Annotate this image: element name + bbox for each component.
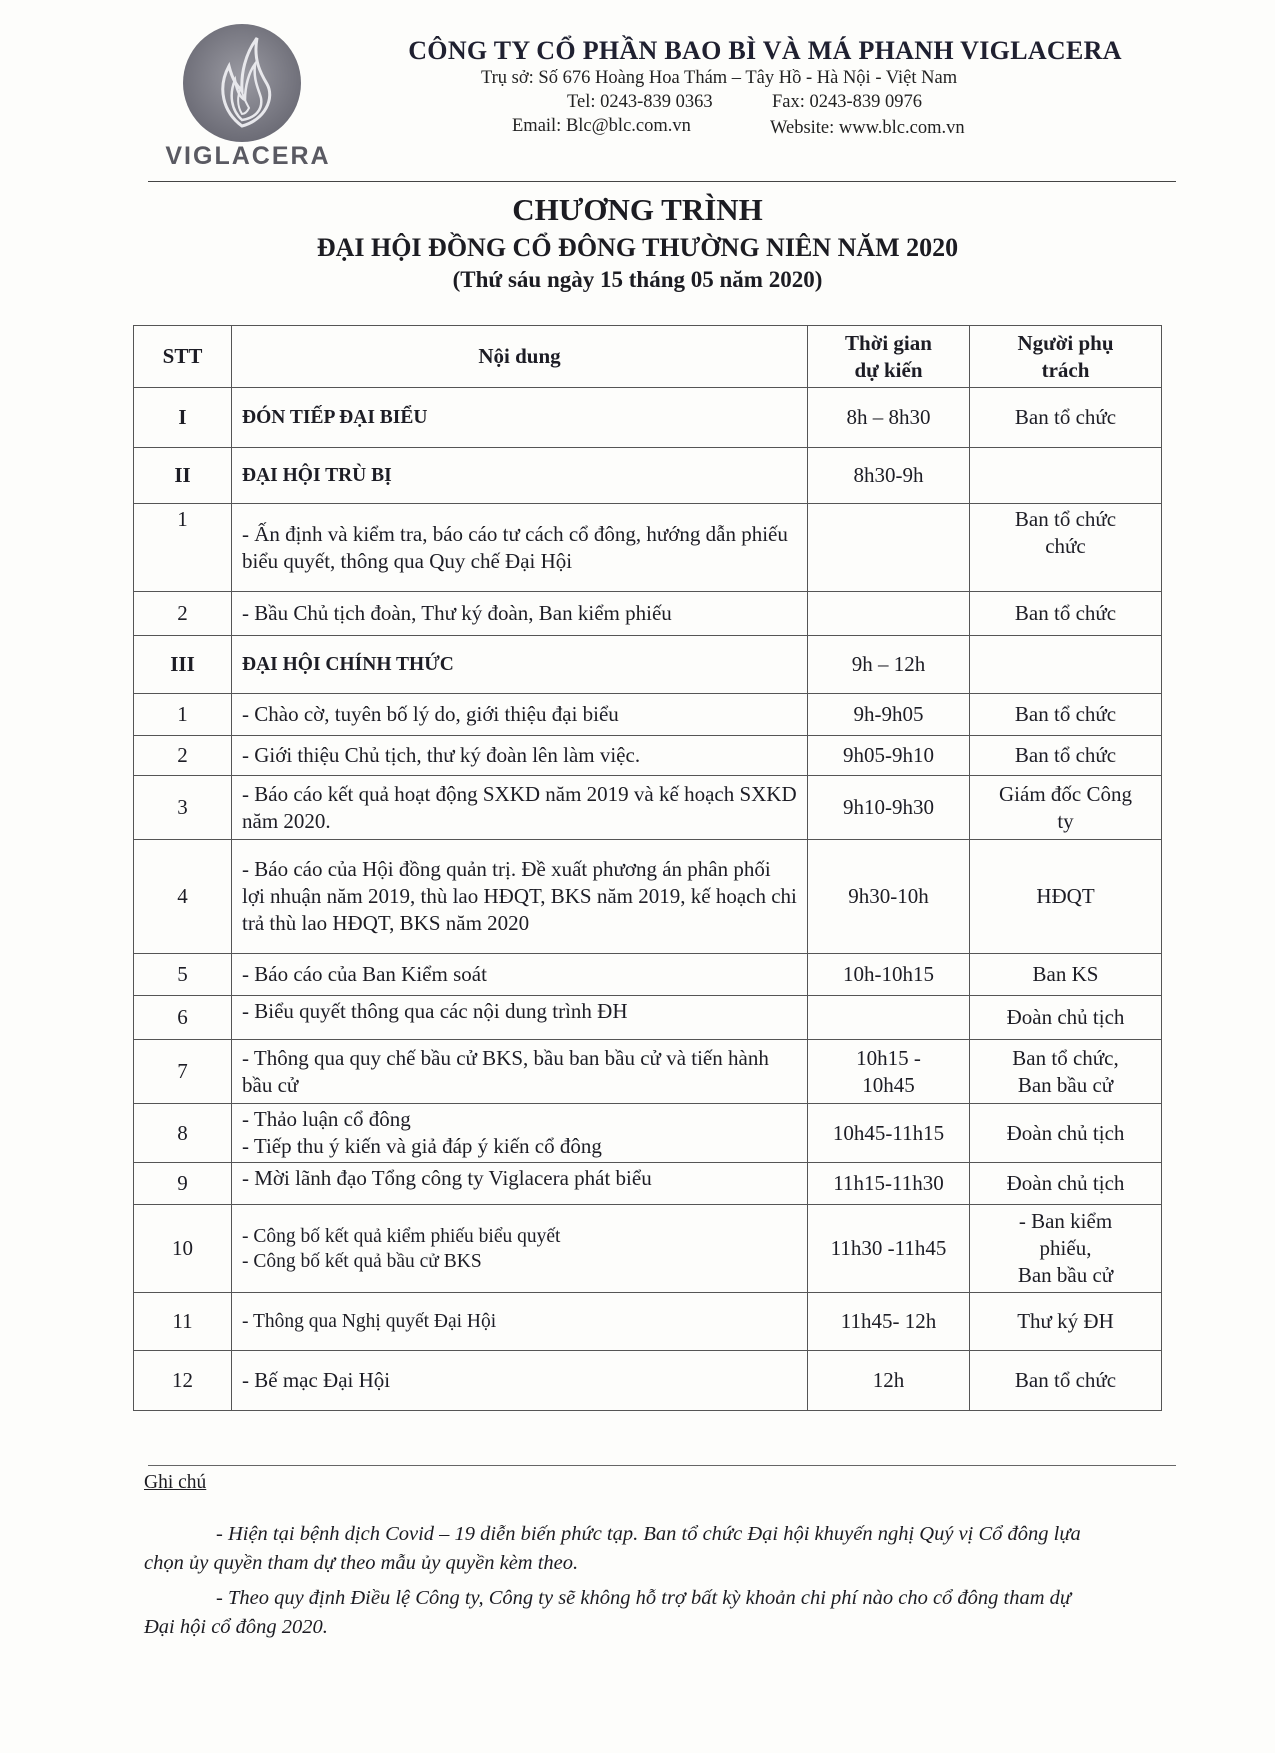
row-content: - Mời lãnh đạo Tổng công ty Viglacera phát biểu — [232, 1163, 808, 1205]
company-website: Website: www.blc.com.vn — [770, 118, 965, 138]
row-content: - Báo cáo của Ban Kiểm soát — [232, 954, 808, 996]
row-content: - Bầu Chủ tịch đoàn, Thư ký đoàn, Ban kiểm phiếu — [232, 592, 808, 636]
row-owner: HĐQT — [970, 840, 1162, 954]
table-row — [134, 592, 1162, 636]
row-time: 8h30-9h — [808, 448, 970, 504]
row-content: - Ấn định và kiểm tra, báo cáo tư cách cổ đông, hướng dẫn phiếu biểu quyết, thông qua Quy chế Đại Hội — [232, 504, 808, 592]
row-content: ĐÓN TIẾP ĐẠI BIỂU — [232, 388, 808, 448]
row-owner: Ban tổ chức — [970, 694, 1162, 736]
header-time: Thời gian dự kiến — [808, 326, 970, 388]
header-divider — [148, 181, 1176, 182]
row-owner: Đoàn chủ tịch — [970, 1104, 1162, 1163]
row-time — [808, 592, 970, 636]
row-stt: 6 — [134, 996, 232, 1040]
row-content: ĐẠI HỘI CHÍNH THỨC — [232, 636, 808, 694]
row-time: 11h15-11h30 — [808, 1163, 970, 1205]
row-time: 11h30 -11h45 — [808, 1205, 970, 1293]
row-owner: Đoàn chủ tịch — [970, 996, 1162, 1040]
row-time: 12h — [808, 1351, 970, 1411]
header-content: Nội dung — [232, 326, 808, 388]
table-row — [134, 388, 1162, 448]
company-address: Trụ sở: Số 676 Hoàng Hoa Thám – Tây Hồ - Hà Nội - Việt Nam — [481, 68, 958, 88]
row-content: - Biểu quyết thông qua các nội dung trình ĐH — [232, 996, 808, 1040]
company-logo — [150, 22, 340, 172]
note-expenses: - Theo quy định Điều lệ Công ty, Công ty sẽ không hỗ trợ bất kỳ khoản chi phí nào cho cổ đông tham dự Đại hội cổ đông 2020. — [144, 1587, 1072, 1638]
row-owner: Ban tổ chức, Ban bầu cử — [970, 1040, 1162, 1104]
row-content: - Thông qua quy chế bầu cử BKS, bầu ban bầu cử và tiến hành bầu cử — [232, 1040, 808, 1104]
row-stt: 5 — [134, 954, 232, 996]
row-stt: I — [134, 388, 232, 448]
company-fax: Fax: 0243-839 0976 — [772, 92, 923, 112]
notes-divider — [148, 1465, 1176, 1466]
row-stt: 3 — [134, 776, 232, 840]
row-stt: 2 — [134, 736, 232, 776]
row-time: 8h – 8h30 — [808, 388, 970, 448]
row-owner: Đoàn chủ tịch — [970, 1163, 1162, 1205]
row-content: - Chào cờ, tuyên bố lý do, giới thiệu đại biểu — [232, 694, 808, 736]
table-row — [134, 996, 1162, 1040]
company-tel: Tel: 0243-839 0363 — [567, 92, 713, 112]
agenda-table — [133, 325, 1162, 1411]
row-time: 9h10-9h30 — [808, 776, 970, 840]
row-stt: 8 — [134, 1104, 232, 1163]
row-content: - Giới thiệu Chủ tịch, thư ký đoàn lên làm việc. — [232, 736, 808, 776]
table-row — [134, 1163, 1162, 1205]
row-stt: 2 — [134, 592, 232, 636]
company-name: CÔNG TY CỔ PHẦN BAO BÌ VÀ MÁ PHANH VIGLACERA — [408, 36, 1122, 65]
logo-text: VIGLACERA — [165, 142, 331, 170]
row-stt: 7 — [134, 1040, 232, 1104]
row-owner: Ban tổ chức chức — [970, 504, 1162, 592]
row-time: 11h45- 12h — [808, 1293, 970, 1351]
row-stt: II — [134, 448, 232, 504]
row-stt: 10 — [134, 1205, 232, 1293]
row-owner: - Ban kiểm phiếu, Ban bầu cử — [970, 1205, 1162, 1293]
header-stt: STT — [134, 326, 232, 388]
table-row — [134, 954, 1162, 996]
table-row — [134, 636, 1162, 694]
table-row — [134, 1293, 1162, 1351]
row-content: - Báo cáo của Hội đồng quản trị. Đề xuất phương án phân phối lợi nhuận năm 2019, thù lao HĐQT, BKS năm 2019, kế hoạch chi trả thù lao HĐQT, BKS năm 2020 — [232, 840, 808, 954]
notes-label: Ghi chú — [144, 1472, 207, 1493]
row-content: - Thảo luận cổ đông - Tiếp thu ý kiến và giả đáp ý kiến cổ đông — [232, 1104, 808, 1163]
note-covid: - Hiện tại bệnh dịch Covid – 19 diễn biến phức tạp. Ban tổ chức Đại hội khuyến nghị Quý vị Cổ đông lựa chọn ủy quyền tham dự theo mẫu ủy quyền kèm theo. — [144, 1523, 1081, 1574]
table-row — [134, 1104, 1162, 1163]
document-title: CHƯƠNG TRÌNH — [512, 192, 763, 227]
row-owner: Giám đốc Công ty — [970, 776, 1162, 840]
table-header-row — [134, 326, 1162, 388]
row-time — [808, 996, 970, 1040]
row-owner: Ban KS — [970, 954, 1162, 996]
row-time: 9h05-9h10 — [808, 736, 970, 776]
table-row — [134, 1351, 1162, 1411]
table-row — [134, 840, 1162, 954]
row-content: ĐẠI HỘI TRÙ BỊ — [232, 448, 808, 504]
row-time: 9h-9h05 — [808, 694, 970, 736]
document-subtitle: ĐẠI HỘI ĐỒNG CỔ ĐÔNG THƯỜNG NIÊN NĂM 2020 — [316, 233, 959, 262]
row-stt: 11 — [134, 1293, 232, 1351]
row-owner: Ban tổ chức — [970, 388, 1162, 448]
row-content: - Thông qua Nghị quyết Đại Hội — [232, 1293, 808, 1351]
table-row — [134, 776, 1162, 840]
row-owner: Ban tổ chức — [970, 1351, 1162, 1411]
row-stt: 9 — [134, 1163, 232, 1205]
flame-icon — [183, 24, 301, 142]
row-stt: 1 — [134, 504, 232, 592]
row-stt: III — [134, 636, 232, 694]
table-row — [134, 1205, 1162, 1293]
table-row — [134, 448, 1162, 504]
row-owner: Ban tổ chức — [970, 592, 1162, 636]
row-time: 9h30-10h — [808, 840, 970, 954]
row-stt: 12 — [134, 1351, 232, 1411]
row-time — [808, 504, 970, 592]
row-content: - Bế mạc Đại Hội — [232, 1351, 808, 1411]
table-row — [134, 504, 1162, 592]
row-stt: 4 — [134, 840, 232, 954]
document-date: (Thứ sáu ngày 15 tháng 05 năm 2020) — [452, 267, 823, 292]
table-row — [134, 694, 1162, 736]
row-time: 9h – 12h — [808, 636, 970, 694]
row-stt: 1 — [134, 694, 232, 736]
row-owner: Ban tổ chức — [970, 736, 1162, 776]
row-owner: Thư ký ĐH — [970, 1293, 1162, 1351]
row-owner — [970, 636, 1162, 694]
row-time: 10h15 - 10h45 — [808, 1040, 970, 1104]
row-content: - Báo cáo kết quả hoạt động SXKD năm 2019 và kế hoạch SXKD năm 2020. — [232, 776, 808, 840]
row-time: 10h45-11h15 — [808, 1104, 970, 1163]
table-row — [134, 1040, 1162, 1104]
company-email: Email: Blc@blc.com.vn — [512, 116, 691, 136]
table-row — [134, 736, 1162, 776]
row-owner — [970, 448, 1162, 504]
row-time: 10h-10h15 — [808, 954, 970, 996]
row-content: - Công bố kết quả kiểm phiếu biểu quyết - Công bố kết quả bầu cử BKS — [232, 1205, 808, 1293]
header-owner: Người phụ trách — [970, 326, 1162, 388]
